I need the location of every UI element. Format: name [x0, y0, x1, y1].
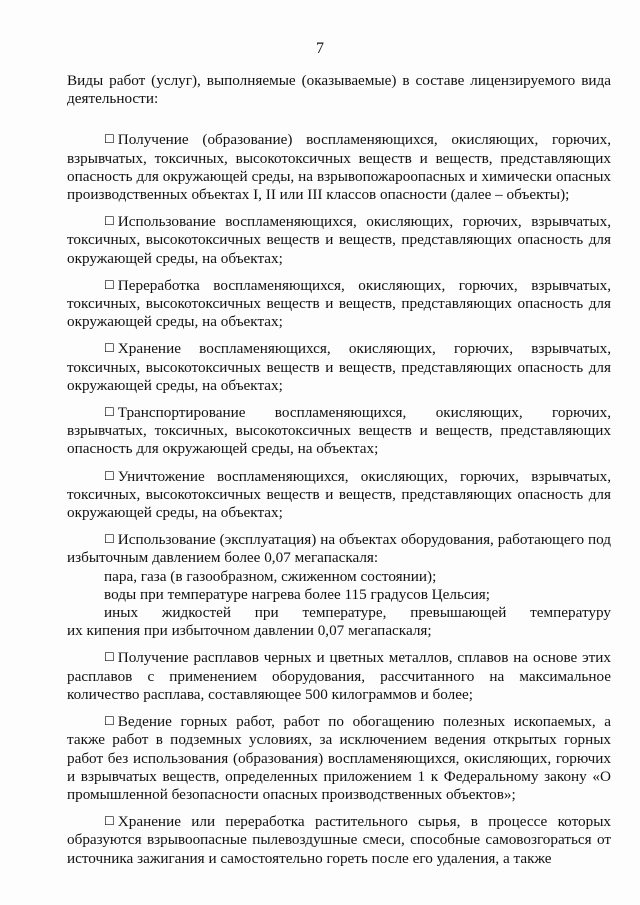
- work-item-use: [67, 212, 611, 268]
- work-item-storage: [67, 339, 611, 395]
- checkbox-icon: ☐: [104, 650, 115, 665]
- work-item-text: Ведение горных работ, работ по обогащению полезных ископаемых, а также работ в подземных условиях, за исключением ведения открытых горных работ без использования (образования) воспламеняющихся, окисляющих, горючих и взрывчатых веществ, определенных приложением 1 к Федеральному закону «О промышленной безопасности опасных производственных объектов»;: [67, 713, 611, 803]
- pressure-subitem-liquids-line2: их кипения при избыточном давлении 0,07 мегапаскаля;: [67, 622, 432, 640]
- page-number: 7: [316, 40, 324, 57]
- document-body: [67, 72, 611, 876]
- checkbox-icon: ☐: [104, 532, 115, 547]
- checkbox-icon: ☐: [104, 341, 115, 356]
- pressure-subitem-liquids-line1: иных жидкостей при температуре, превышающей температуру: [104, 604, 611, 622]
- work-item-destruction: [67, 467, 611, 523]
- work-item-transport: [67, 403, 611, 459]
- intro-paragraph: Виды работ (услуг), выполняемые (оказываемые) в составе лицензируемого вида деятельности:: [67, 72, 611, 108]
- work-item-text: Получение расплавов черных и цветных металлов, сплавов на основе этих расплавов с применением оборудования, рассчитанного на максимальное количество расплава, составляющее 500 килограммов и более;: [67, 649, 611, 703]
- checkbox-icon: ☐: [104, 277, 115, 292]
- work-item-text: Использование воспламеняющихся, окисляющих, горючих, взрывчатых, токсичных, высокотоксичных веществ и веществ, представляющих опасность для окружающей среды, на объектах;: [67, 213, 611, 267]
- work-item-text: Транспортирование воспламеняющихся, окисляющих, горючих, взрывчатых, токсичных, высокотоксичных веществ и веществ, представляющих опасность для окружающей среды, на объектах;: [67, 404, 611, 458]
- work-item-text: Хранение воспламеняющихся, окисляющих, горючих, взрывчатых, токсичных, высокотоксичных веществ и веществ, представляющих опасность для окружающей среды, на объектах;: [67, 340, 611, 394]
- work-item-processing: [67, 276, 611, 332]
- checkbox-icon: ☐: [104, 714, 115, 729]
- work-item-pressure-equipment: [67, 530, 611, 567]
- checkbox-icon: ☐: [104, 405, 115, 420]
- checkbox-icon: ☐: [104, 214, 115, 229]
- pressure-subitem-water: воды при температуре нагрева более 115 градусов Цельсия;: [104, 585, 490, 603]
- checkbox-icon: ☐: [104, 814, 115, 829]
- work-item-text: Хранение или переработка растительного сырья, в процессе которых образуются взрывоопасные пылевоздушные смеси, способные самовозгораться от источника зажигания и самостоятельно гореть после его удаления, а также: [67, 813, 611, 867]
- work-item-text: Получение (образование) воспламеняющихся, окисляющих, горючих, взрывчатых, токсичных, высокотоксичных веществ и веществ, представляющих опасность для окружающей среды, на взрывопожароопасных и химически опасных производственных объектах I, II или III классов опасности (далее – объекты);: [67, 131, 611, 204]
- work-item-text: Уничтожение воспламеняющихся, окисляющих, горючих, взрывчатых, токсичных, высокотоксичных веществ и веществ, представляющих опасность для окружающей среды, на объектах;: [67, 467, 611, 522]
- work-item-mining: [67, 712, 611, 804]
- work-item-melts: [67, 648, 611, 704]
- checkbox-icon: ☐: [104, 132, 115, 147]
- work-item-production: [67, 130, 611, 204]
- checkbox-icon: ☐: [104, 468, 115, 483]
- work-item-text: Использование (эксплуатация) на объектах оборудования, работающего под избыточным давлением более 0,07 мегапаскаля:: [67, 531, 611, 567]
- work-item-text: Переработка воспламеняющихся, окисляющих, горючих, взрывчатых, токсичных, высокотоксичных веществ и веществ, представляющих опасность для окружающей среды, на объектах;: [67, 276, 611, 331]
- pressure-subitem-steam: пара, газа (в газообразном, сжиженном состоянии);: [104, 567, 437, 585]
- work-item-plant-raw-materials: [67, 812, 611, 868]
